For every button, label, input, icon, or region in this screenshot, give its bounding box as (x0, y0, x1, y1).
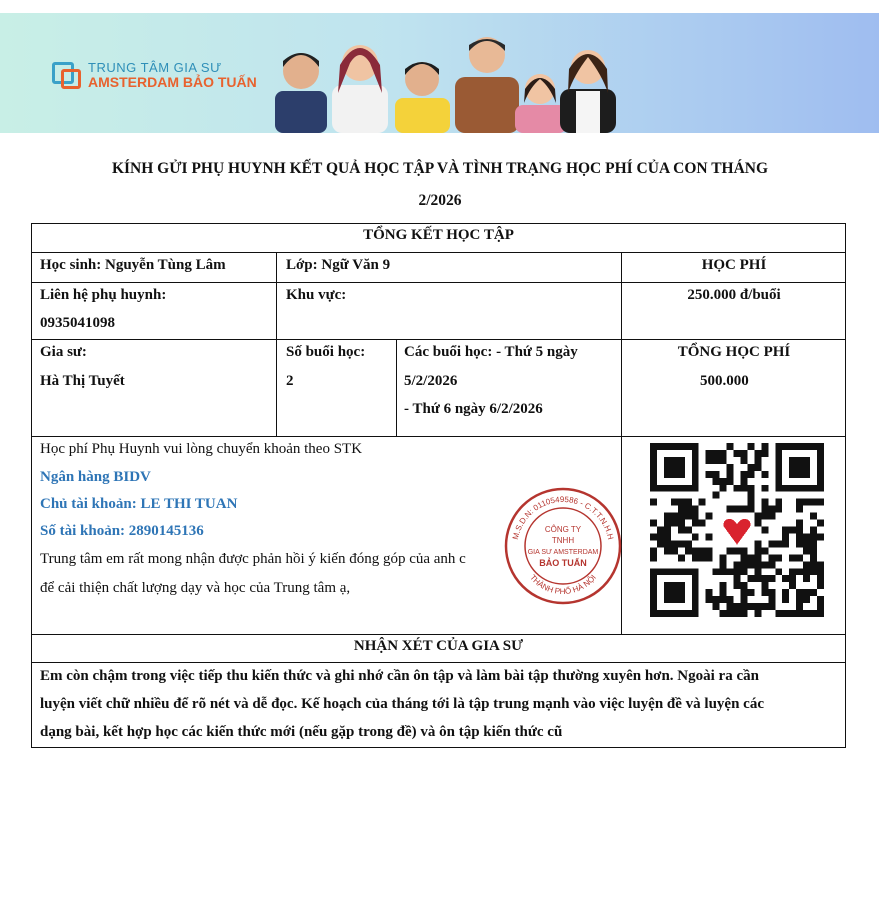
document-title-month: 2/2026 (418, 192, 462, 209)
tutor-review-header: NHẬN XÉT CỦA GIA SƯ (353, 638, 524, 654)
company-stamp (503, 486, 623, 606)
sessions-list-line-1: Các buổi học: - Thứ 5 ngày (404, 344, 578, 360)
fee-value: 250.000 đ/buổi (687, 287, 781, 303)
summary-header: TỔNG KẾT HỌC TẬP (363, 227, 514, 243)
bank-name: Ngân hàng BIDV (40, 469, 151, 485)
payment-qr-code (650, 443, 824, 617)
stamp-line-1: CÔNG TY (544, 525, 582, 534)
sessions-count-value: 2 (286, 373, 294, 389)
tutor-family-photo (270, 13, 620, 133)
fee-label: HỌC PHÍ (701, 257, 767, 273)
sessions-list-line-2: 5/2/2026 (404, 373, 458, 389)
tutor-review-line-1: Em còn chậm trong việc tiếp thu kiến thức và ghi nhớ cần ôn tập và làm bài tập thường xuyên hơn. Ngoài ra cần (40, 668, 759, 684)
area-label: Khu vực: (286, 287, 347, 303)
payment-instruction: Học phí Phụ Huynh vui lòng chuyển khoản theo STK (40, 441, 363, 457)
tutor-review-line-2: luyện viết chữ nhiều để rõ nét và dễ đọc. Kế hoạch của tháng tới là tập trung mạnh vào việc luyện đề và luyện các (40, 696, 764, 712)
logo-icon (52, 62, 82, 88)
tutor-review-line-3: dạng bài, kết hợp học các kiến thức mới (nếu gặp trong đề) và ôn tập kiến thức cũ (40, 724, 563, 740)
account-number: Số tài khoản: 2890145136 (40, 523, 204, 539)
stamp-ring-bottom-text: THÀNH PHỐ HÀ NỘI (528, 572, 598, 597)
header-banner (0, 13, 879, 133)
parent-phone: 0935041098 (40, 315, 115, 331)
logo-line-1: TRUNG TÂM GIA SƯ (88, 60, 222, 75)
document-title: KÍNH GỬI PHỤ HUYNH KẾT QUẢ HỌC TẬP VÀ TÌNH TRẠNG HỌC PHÍ CỦA CON THÁNG (111, 160, 769, 177)
logo-line-2: AMSTERDAM BẢO TUẤN (88, 74, 257, 90)
class-name: Lớp: Ngữ Văn 9 (286, 257, 391, 273)
sessions-list-line-3: - Thứ 6 ngày 6/2/2026 (404, 401, 543, 417)
total-fee-label: TỔNG HỌC PHÍ (677, 344, 791, 360)
stamp-line-3: GIA SƯ AMSTERDAM (527, 549, 599, 556)
stamp-line-2: TNHH (551, 536, 575, 545)
tutor-name: Hà Thị Tuyết (40, 373, 125, 389)
feedback-request-line-2: để cải thiện chất lượng dạy và học của Trung tâm ạ, (40, 580, 351, 596)
parent-contact-label: Liên hệ phụ huynh: (40, 287, 167, 303)
account-holder: Chủ tài khoản: LE THI TUAN (40, 496, 238, 512)
sessions-count-label: Số buổi học: (286, 344, 366, 360)
center-logo (52, 60, 257, 90)
student-name: Học sinh: Nguyễn Tùng Lâm (40, 257, 226, 273)
stamp-line-4: BẢO TUẤN (539, 558, 587, 568)
stamp-ring-text: M.S.D.N: 0110549586 - C.T.T.N.H.H (510, 494, 616, 541)
feedback-request-line-1: Trung tâm em rất mong nhận được phản hồi ý kiến đóng góp của anh c (40, 551, 466, 567)
tutor-label: Gia sư: (40, 344, 87, 360)
total-fee-value: 500.000 (700, 373, 749, 389)
